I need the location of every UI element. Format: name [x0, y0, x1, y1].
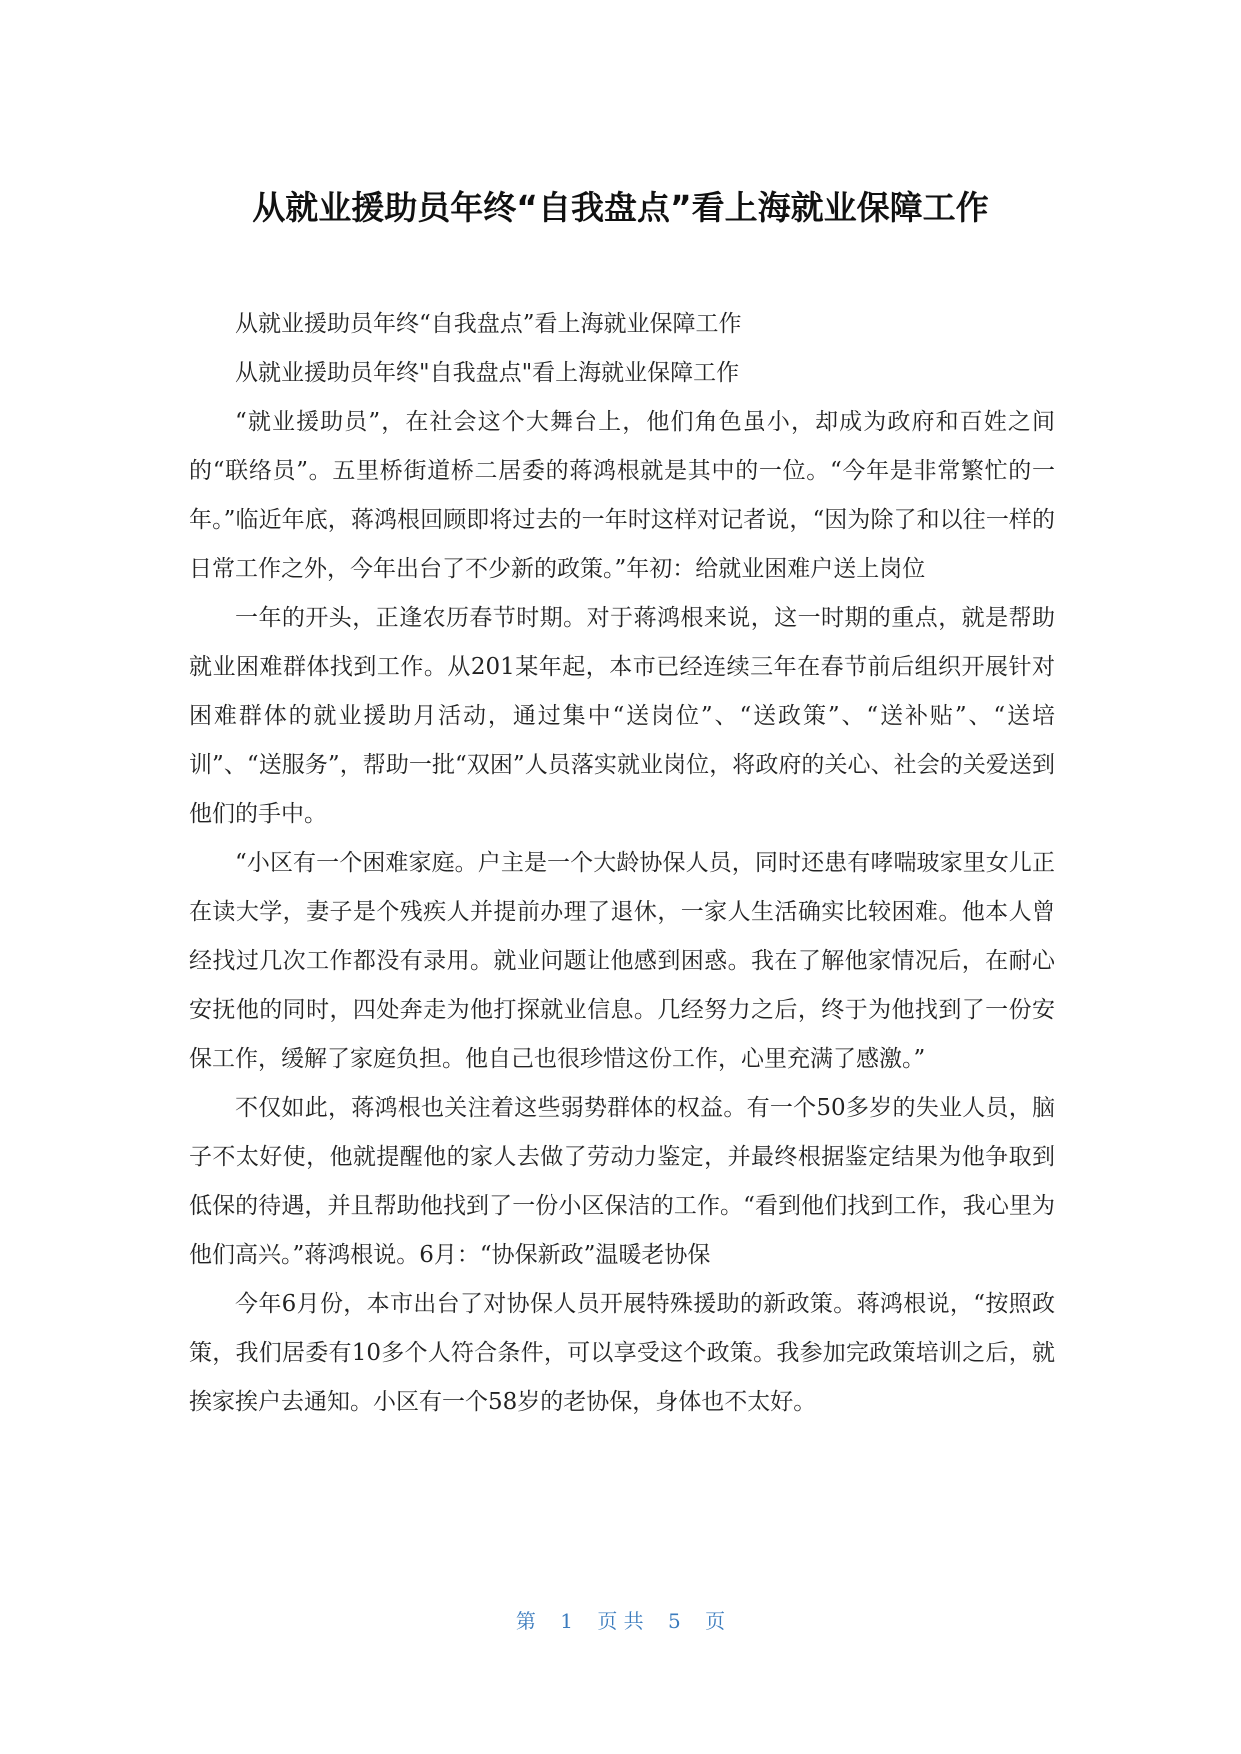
- paragraph: “小区有一个困难家庭。户主是一个大龄协保人员，同时还患有哮喘玻家里女儿正在读大学，妻子是个残疾人并提前办理了退休，一家人生活确实比较困难。他本人曾经找过几次工作都没有录用。就业问题让他感到困惑。我在了解他家情况后，在耐心安抚他的同时，四处奔走为他打探就业信息。几经努力之后，终于为他找到了一份安保工作，缓解了家庭负担。他自己也很珍惜这份工作，心里充满了感激。”: [189, 850, 1055, 1072]
- footer-current-page: 1: [560, 1609, 573, 1633]
- footer-label-of: 页 共: [597, 1609, 644, 1633]
- paragraph: “就业援助员”，在社会这个大舞台上，他们角色虽小，却成为政府和百姓之间的“联络员”。五里桥街道桥二居委的蒋鸿根就是其中的一位。“今年是非常繁忙的一年。”临近年底，蒋鸿根回顾即将过去的一年时这样对记者说，“因为除了和以往一样的日常工作之外，今年出台了不少新的政策。”年初：给就业困难户送上岗位: [189, 409, 1055, 582]
- footer-label-page: 第: [515, 1609, 536, 1633]
- paragraph: 从就业援助员年终"自我盘点"看上海就业保障工作: [235, 360, 740, 386]
- paragraph: 今年6月份，本市出台了对协保人员开展特殊援助的新政策。蒋鸿根说，“按照政策，我们居委有10多个人符合条件，可以享受这个政策。我参加完政策培训之后，就挨家挨户去通知。小区有一个58岁的老协保，身体也不太好。: [189, 1291, 1055, 1415]
- paragraph: 一年的开头，正逢农历春节时期。对于蒋鸿根来说，这一时期的重点，就是帮助就业困难群体找到工作。从201某年起，本市已经连续三年在春节前后组织开展针对困难群体的就业援助月活动，通过集中“送岗位”、“送政策”、“送补贴”、“送培训”、“送服务”，帮助一批“双困”人员落实就业岗位，将政府的关心、社会的关爱送到他们的手中。: [189, 605, 1055, 827]
- paragraph: 从就业援助员年终“自我盘点”看上海就业保障工作: [235, 311, 742, 337]
- document-title: 从就业援助员年终“自我盘点”看上海就业保障工作: [252, 188, 989, 227]
- footer-total-pages: 5: [668, 1609, 681, 1633]
- document-body: [189, 300, 1055, 1427]
- footer-label-pages: 页: [705, 1609, 726, 1633]
- page-number-footer: [0, 1605, 1241, 1634]
- paragraph: 不仅如此，蒋鸿根也关注着这些弱势群体的权益。有一个50多岁的失业人员，脑子不太好使，他就提醒他的家人去做了劳动力鉴定，并最终根据鉴定结果为他争取到低保的待遇，并且帮助他找到了一份小区保洁的工作。“看到他们找到工作，我心里为他们高兴。”蒋鸿根说。6月：“协保新政”温暖老协保: [189, 1095, 1055, 1268]
